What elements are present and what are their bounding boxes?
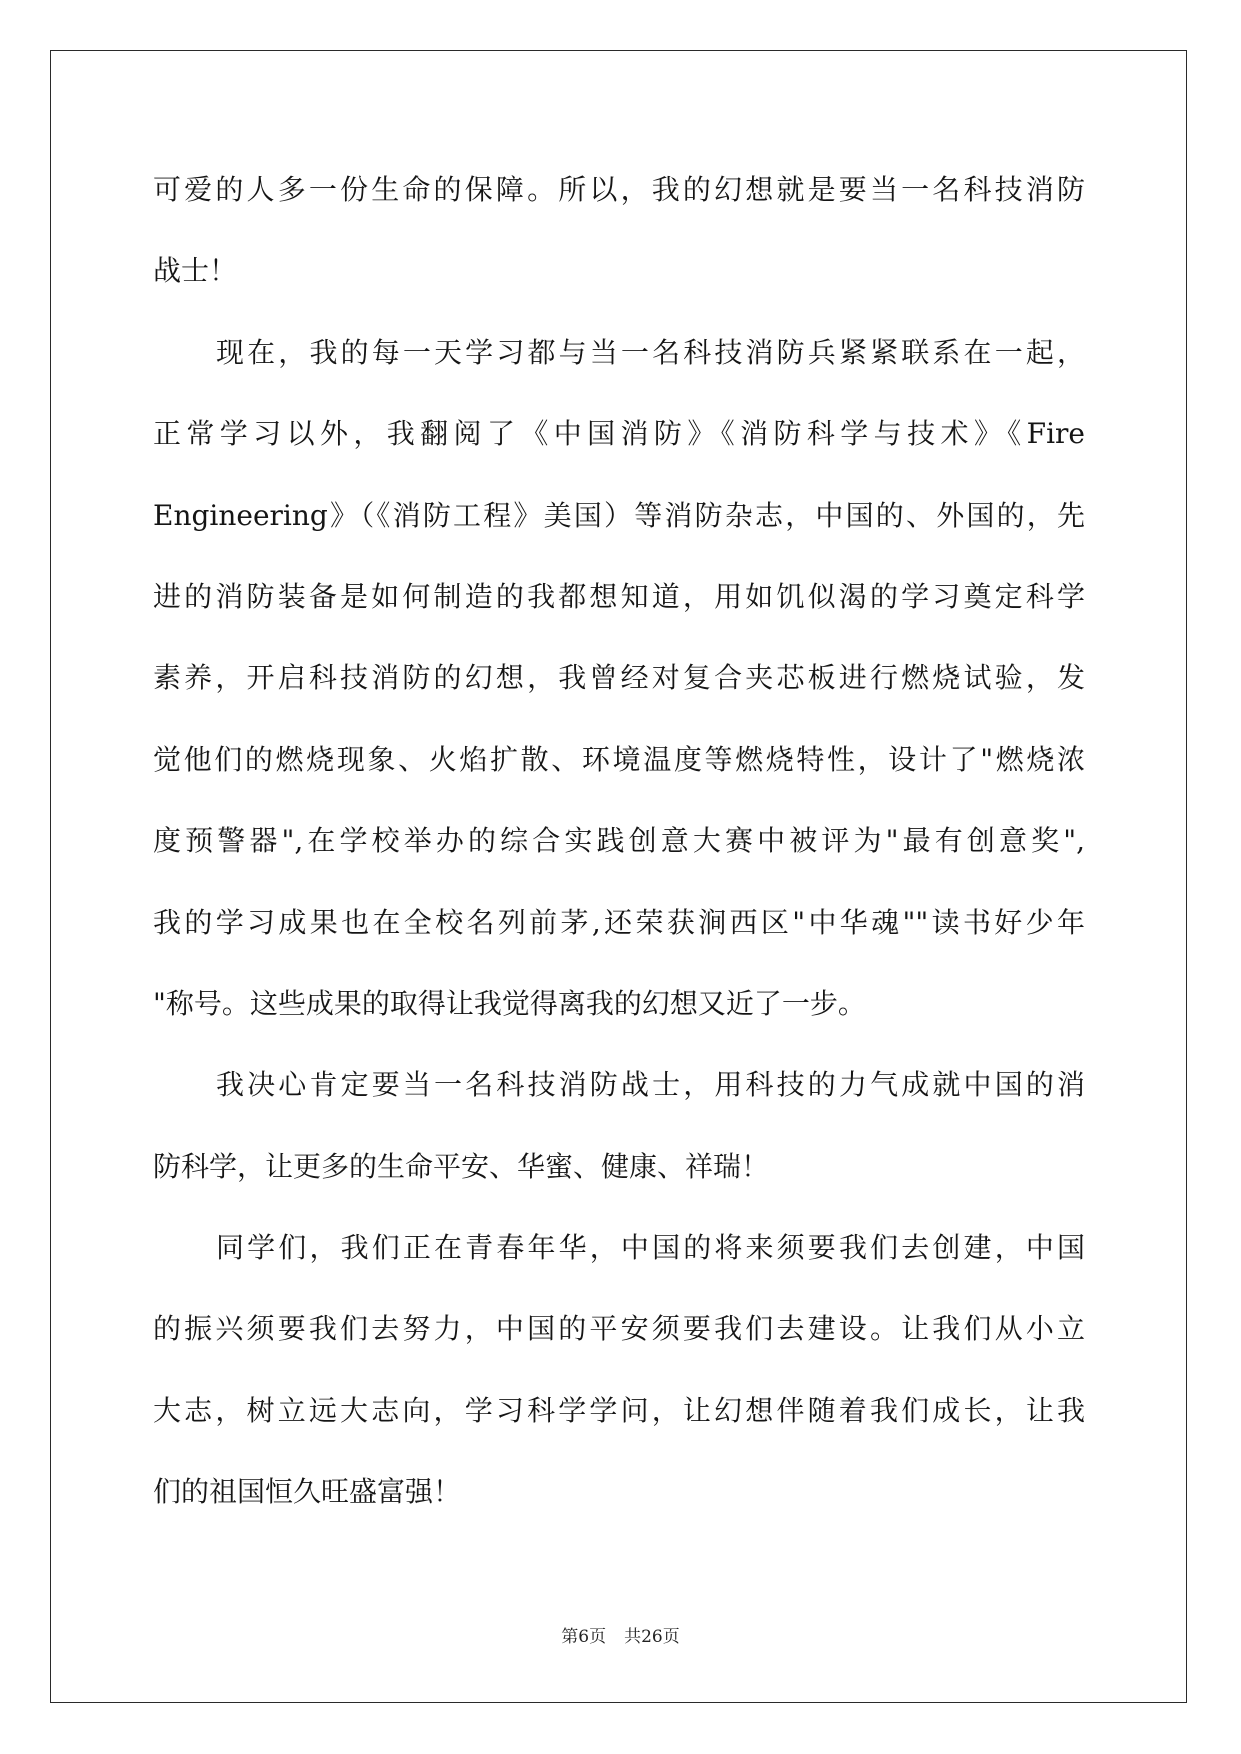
text-line: 可爱的人多一份生命的保障。所以，我的幻想就是要当一名科技消防 [153, 173, 1085, 206]
text-line: 战士！ [153, 254, 238, 288]
text-line: Engineering》（《消防工程》美国）等消防杂志，中国的、外国的，先 [153, 498, 1085, 532]
text-line: 度预警器",在学校举办的综合实践创意大赛中被评为"最有创意奖", [153, 824, 1085, 858]
paragraph [153, 149, 1085, 312]
text-line: 们的祖国恒久旺盛富强！ [153, 1475, 462, 1509]
text-line: 现在，我的每一天学习都与当一名科技消防兵紧紧联系在一起， [216, 335, 1085, 369]
text-line: 觉他们的燃烧现象、火焰扩散、环境温度等燃烧特性，设计了"燃烧浓 [153, 742, 1085, 776]
page-number: 第6页 [561, 1627, 607, 1647]
text-line: 我决心肯定要当一名科技消防战士，用科技的力气成就中国的消 [216, 1068, 1085, 1102]
paragraph [153, 1207, 1085, 1533]
document-body [153, 149, 1085, 1533]
total-pages: 共26页 [624, 1627, 680, 1647]
page-footer [0, 1622, 1241, 1652]
text-line: 我的学习成果也在全校名列前茅,还荣获涧西区"中华魂""读书好少年 [153, 905, 1085, 939]
text-line: 同学们，我们正在青春年华，中国的将来须要我们去创建，中国 [216, 1231, 1085, 1265]
text-line: 大志，树立远大志向，学习科学学问，让幻想伴随着我们成长，让我 [153, 1393, 1085, 1427]
text-line: "称号。这些成果的取得让我觉得离我的幻想又近了一步。 [153, 986, 866, 1020]
text-line: 防科学，让更多的生命平安、华蜜、健康、祥瑞！ [153, 1149, 770, 1183]
text-line: 进的消防装备是如何制造的我都想知道，用如饥似渴的学习奠定科学 [153, 579, 1085, 613]
paragraph [153, 1044, 1085, 1207]
paragraph [153, 312, 1085, 1045]
text-line: 的振兴须要我们去努力，中国的平安须要我们去建设。让我们从小立 [153, 1312, 1085, 1346]
text-line: 正常学习以外，我翻阅了《中国消防》《消防科学与技术》《Fire [153, 417, 1085, 451]
text-line: 素养，开启科技消防的幻想，我曾经对复合夹芯板进行燃烧试验，发 [153, 661, 1085, 695]
